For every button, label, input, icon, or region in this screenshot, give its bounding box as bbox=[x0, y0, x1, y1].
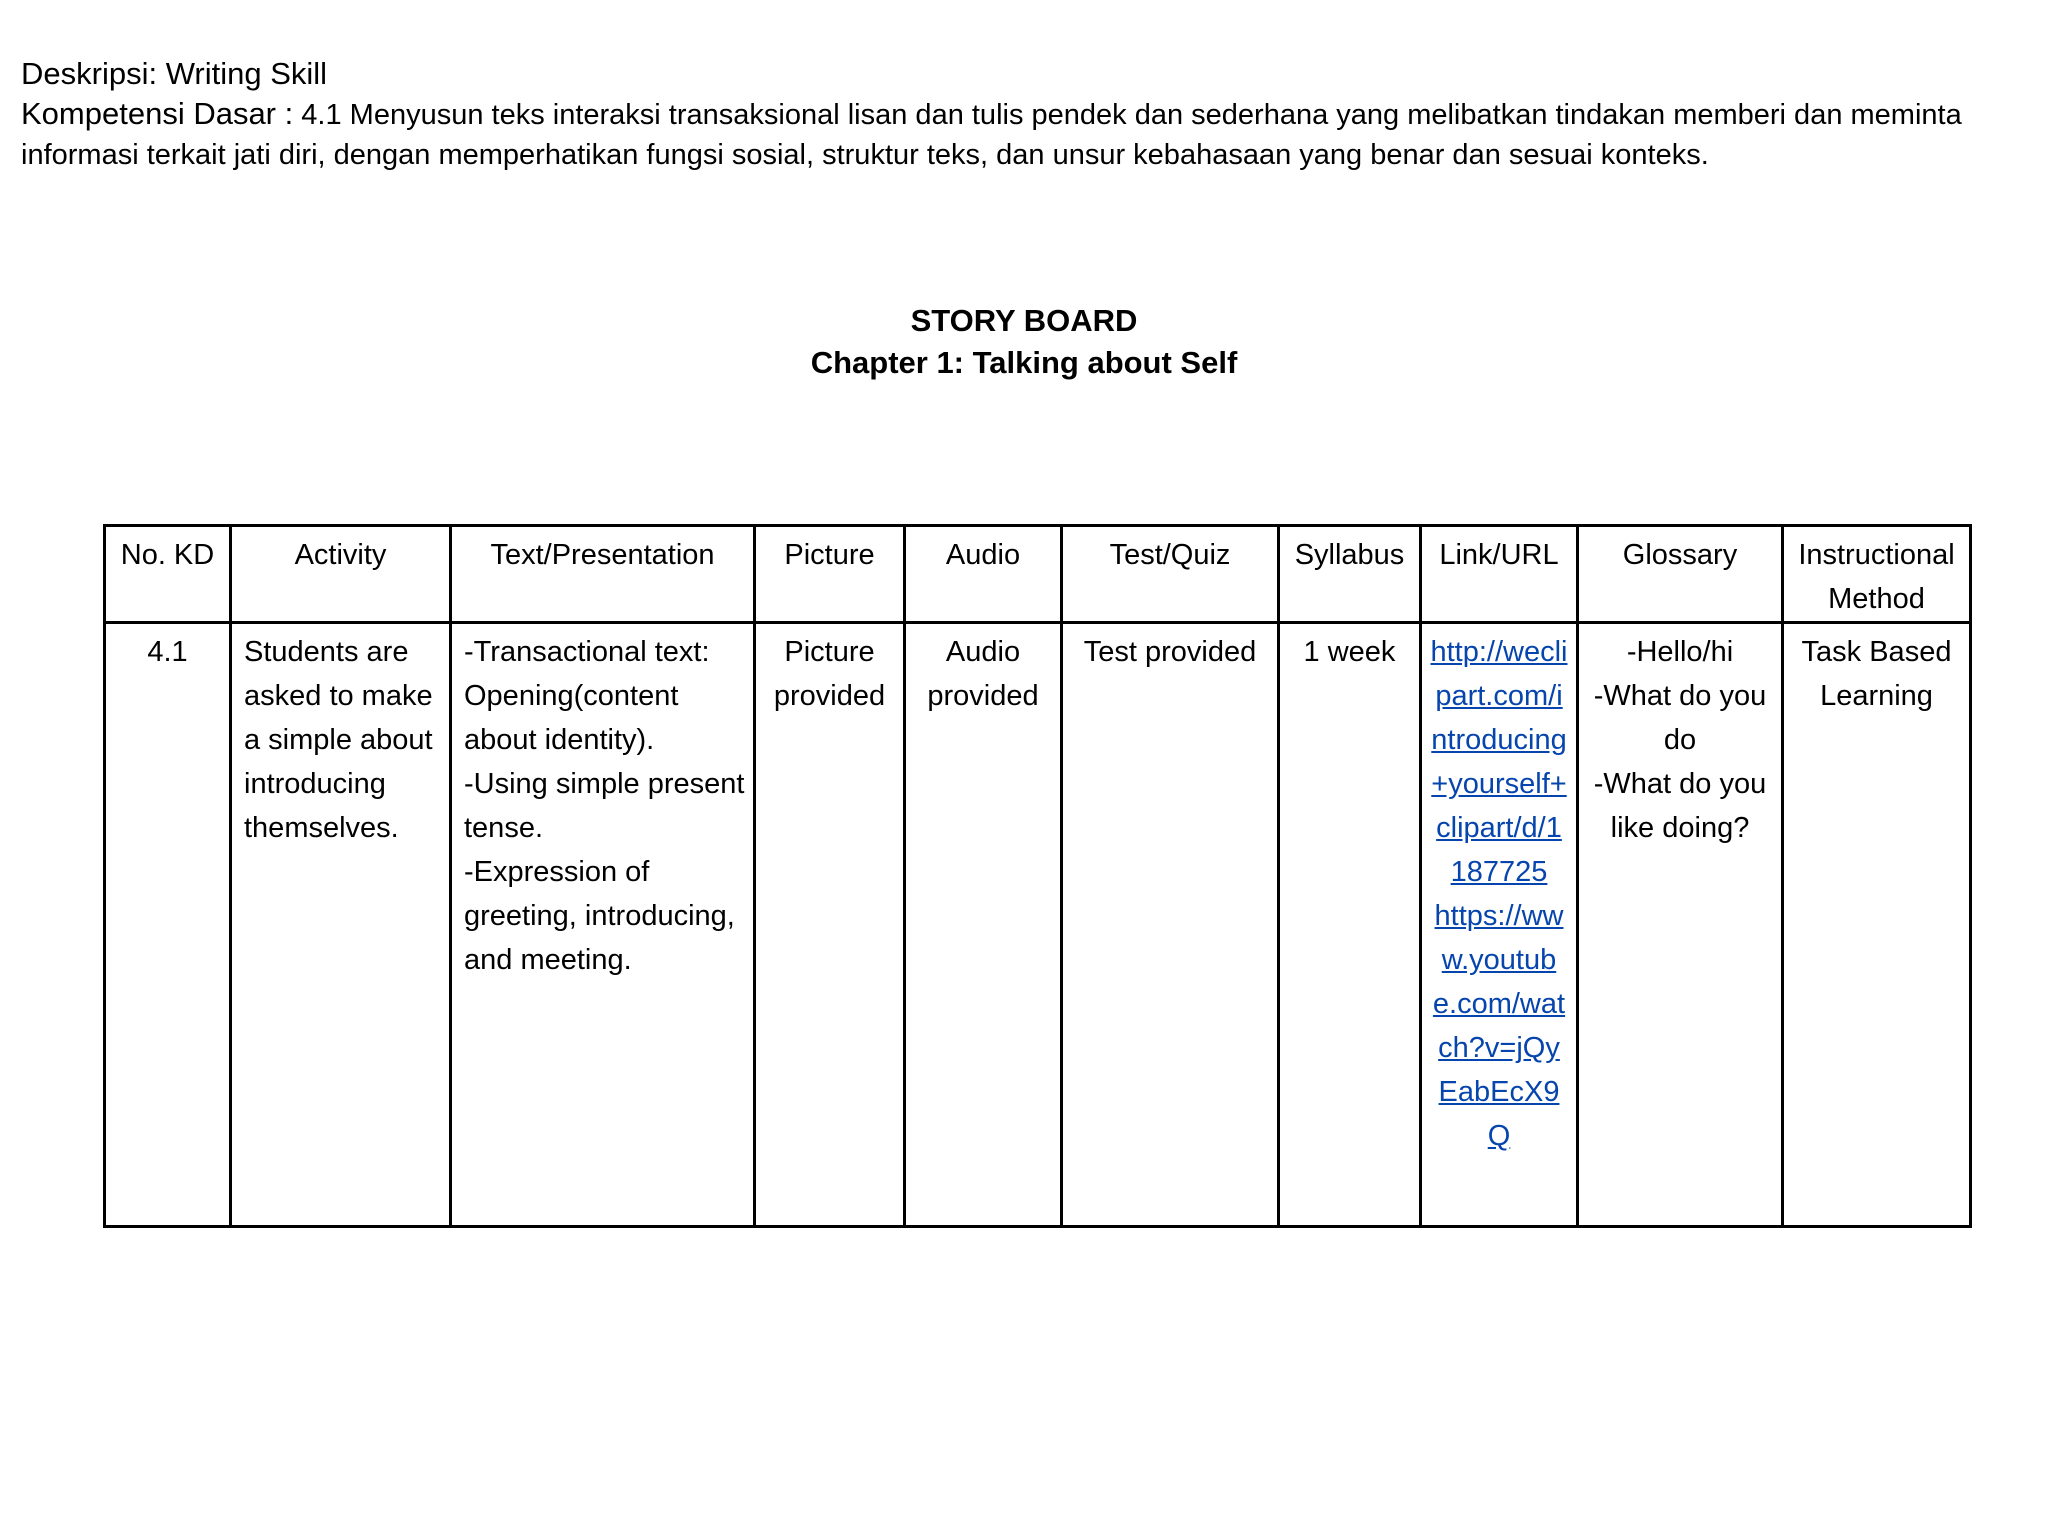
cell-picture: Picture provided bbox=[755, 623, 905, 1227]
document-title bbox=[0, 300, 2048, 384]
cell-instructional-method: Task Based Learning bbox=[1783, 623, 1971, 1227]
kompetensi-dasar-paragraph bbox=[21, 94, 2011, 175]
column-header-instructional-method: Instructional Method bbox=[1783, 526, 1971, 623]
link-weclipart[interactable]: http://weclipart.com/introducing+yourself+clipart/d/1187725 bbox=[1430, 636, 1568, 888]
column-header-no-kd: No. KD bbox=[105, 526, 231, 623]
column-header-syllabus: Syllabus bbox=[1279, 526, 1421, 623]
link-youtube[interactable]: https://www.youtube.com/watch?v=jQyEabEcX9Q bbox=[1432, 900, 1566, 1152]
cell-glossary: -Hello/hi -What do you do -What do you like doing? bbox=[1578, 623, 1783, 1227]
column-header-text-presentation: Text/Presentation bbox=[451, 526, 755, 623]
cell-text-presentation: -Transactional text: Opening(content about identity). -Using simple present tense. -Expression of greeting, introducing, and meeting. bbox=[451, 623, 755, 1227]
story-board-title: STORY BOARD bbox=[910, 303, 1138, 338]
kompetensi-dasar-label: Kompetensi Dasar : bbox=[21, 96, 294, 131]
cell-syllabus: 1 week bbox=[1279, 623, 1421, 1227]
column-header-picture: Picture bbox=[755, 526, 905, 623]
cell-audio: Audio provided bbox=[905, 623, 1062, 1227]
cell-activity: Students are asked to make a simple about introducing themselves. bbox=[231, 623, 451, 1227]
table-header-row bbox=[105, 526, 1971, 623]
kompetensi-dasar-text: 4.1 Menyusun teks interaksi transaksional lisan dan tulis pendek dan sederhana yang melibatkan tindakan memberi dan meminta informasi terkait jati diri, dengan memperhatikan fungsi sosial, struktur teks, dan unsur kebahasaan yang benar dan sesuai konteks. bbox=[21, 99, 1962, 171]
column-header-test-quiz: Test/Quiz bbox=[1062, 526, 1279, 623]
table-row bbox=[105, 623, 1971, 1227]
column-header-audio: Audio bbox=[905, 526, 1062, 623]
cell-no-kd: 4.1 bbox=[105, 623, 231, 1227]
column-header-glossary: Glossary bbox=[1578, 526, 1783, 623]
storyboard-table bbox=[103, 524, 1972, 1228]
description-line: Deskripsi: Writing Skill bbox=[21, 56, 328, 91]
cell-link-url bbox=[1421, 623, 1578, 1227]
document-header bbox=[21, 54, 2011, 175]
cell-test-quiz: Test provided bbox=[1062, 623, 1279, 1227]
column-header-link-url: Link/URL bbox=[1421, 526, 1578, 623]
chapter-title: Chapter 1: Talking about Self bbox=[810, 345, 1238, 380]
column-header-activity: Activity bbox=[231, 526, 451, 623]
